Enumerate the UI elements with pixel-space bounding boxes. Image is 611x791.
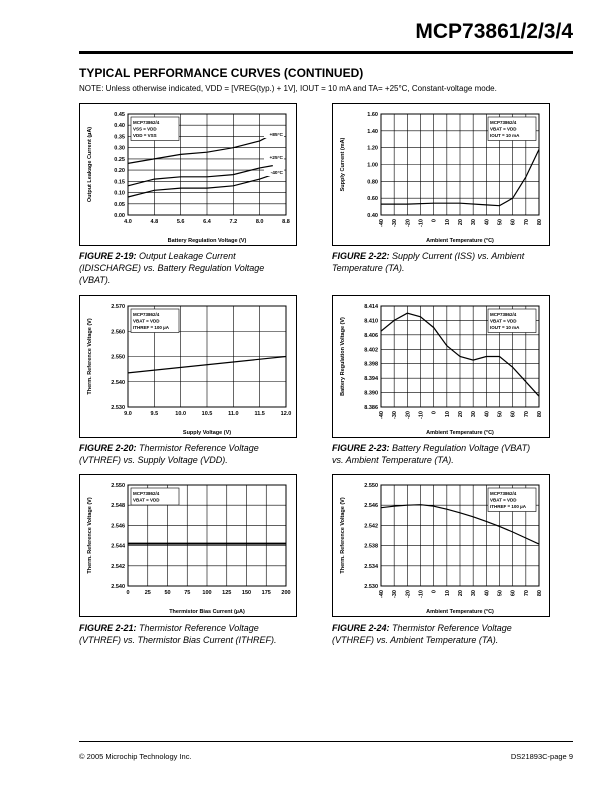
x-tick-label: 50	[164, 590, 171, 596]
x-tick-label: 40	[484, 219, 491, 226]
x-tick-label: 30	[471, 219, 478, 226]
figure-label: FIGURE 2-21:	[79, 623, 137, 633]
x-tick-label: 60	[510, 219, 517, 226]
x-tick-label: -20	[405, 219, 412, 227]
y-tick-label: 0.80	[367, 179, 378, 186]
legend-entry: MCP73862/4	[133, 120, 160, 125]
x-tick-label: -30	[392, 219, 399, 227]
legend-entry: VBAT = VDD	[490, 318, 517, 324]
section-title: TYPICAL PERFORMANCE CURVES (CONTINUED)	[79, 66, 364, 80]
figure-caption	[79, 250, 289, 286]
series-annotation: +25°C	[269, 156, 283, 161]
x-tick-label: 70	[523, 590, 530, 597]
chart-supply-current	[332, 103, 550, 246]
chart-svg	[80, 296, 296, 437]
chart-output-leakage	[79, 103, 297, 246]
y-axis-label: Therm. Reference Voltage (V)	[87, 318, 93, 395]
x-tick-label: -20	[405, 590, 412, 598]
legend-entry: IOUT = 10 mA	[490, 325, 520, 330]
footer-copyright: © 2005 Microchip Technology Inc.	[79, 752, 192, 761]
y-tick-label: 2.542	[111, 563, 125, 570]
chart-vbat-vs-temp	[332, 295, 550, 438]
x-tick-label: 10.0	[175, 411, 187, 417]
chart-svg	[80, 475, 296, 616]
x-tick-label: 4.8	[150, 219, 159, 225]
chart-thref-vs-vdd	[79, 295, 297, 438]
y-tick-label: 2.548	[111, 503, 125, 510]
x-tick-label: 9.5	[150, 411, 159, 417]
x-tick-label: 20	[458, 219, 464, 226]
y-tick-label: 2.550	[111, 354, 125, 361]
x-axis-label: Ambient Temperature (°C)	[426, 238, 494, 244]
x-tick-label: 10	[444, 590, 451, 597]
y-tick-label: 2.530	[111, 405, 125, 411]
legend-entry: MCP73862/4	[490, 120, 517, 125]
figure-label: FIGURE 2-24:	[332, 623, 390, 633]
y-tick-label: 1.60	[367, 112, 378, 118]
conditions-note: NOTE: Unless otherwise indicated, VDD = [VREG(typ.) + 1V], IOUT = 10 mA and TA= +25°C, Constant-voltage mode.	[79, 84, 497, 93]
y-tick-label: 1.20	[367, 145, 378, 152]
header-rule	[79, 51, 573, 54]
legend-entry: MCP73862/4	[133, 312, 160, 317]
x-tick-label: -40	[379, 590, 385, 598]
x-tick-label: 25	[144, 590, 151, 596]
figure-label: FIGURE 2-22:	[332, 251, 390, 261]
y-tick-label: 2.530	[364, 584, 378, 590]
y-tick-label: 1.00	[367, 162, 378, 169]
x-tick-label: 125	[222, 590, 232, 596]
y-axis-label: Therm. Reference Voltage (V)	[87, 497, 93, 574]
y-tick-label: 2.560	[111, 329, 125, 336]
figure-caption-text: Thermistor Reference Voltage (VTHREF) vs. Ambient Temperature (TA).	[332, 623, 512, 645]
x-tick-label: -40	[379, 411, 385, 419]
y-tick-label: 8.414	[364, 304, 378, 310]
x-tick-label: 0	[431, 411, 438, 415]
legend-entry: IOUT = 10 mA	[490, 133, 520, 138]
x-tick-label: 6.4	[203, 219, 211, 225]
x-tick-label: 8.0	[255, 219, 264, 225]
y-tick-label: 2.542	[364, 523, 378, 530]
x-tick-label: -10	[418, 590, 425, 598]
x-axis-label: Supply Voltage (V)	[182, 430, 232, 436]
x-tick-label: 12.0	[280, 411, 292, 417]
series-line	[128, 175, 273, 197]
figure-label: FIGURE 2-23:	[332, 443, 390, 453]
legend-entry: VDD = VSS	[133, 133, 157, 138]
y-tick-label: 8.390	[364, 390, 378, 397]
legend-entry: ITHREF = 100 µA	[490, 504, 526, 509]
figure-caption	[79, 622, 289, 646]
series-annotation: +85°C	[269, 133, 283, 138]
x-tick-label: 80	[537, 411, 543, 418]
x-tick-label: 150	[241, 590, 252, 596]
y-tick-label: 0.15	[114, 179, 125, 186]
y-tick-label: 0.40	[114, 123, 125, 130]
y-tick-label: 2.570	[111, 304, 125, 310]
y-tick-label: 8.386	[364, 405, 378, 411]
x-tick-label: 75	[184, 590, 191, 596]
legend-entry: VBAT = VDD	[490, 126, 517, 132]
x-tick-label: 9.0	[124, 411, 132, 417]
y-tick-label: 8.398	[364, 361, 378, 368]
x-tick-label: 7.2	[229, 219, 238, 225]
footer-rule	[79, 741, 573, 742]
y-tick-label: 8.402	[364, 347, 378, 354]
chart-thref-vs-temp	[332, 474, 550, 617]
legend-entry: VSS = VDD	[133, 126, 157, 132]
y-tick-label: 2.540	[111, 379, 125, 386]
x-tick-label: 80	[537, 590, 543, 597]
x-tick-label: -10	[418, 411, 425, 419]
x-tick-label: 10	[444, 219, 451, 226]
x-tick-label: 70	[523, 411, 530, 418]
y-axis-label: Battery Regulation Voltage (V)	[340, 317, 346, 396]
x-tick-label: 10.5	[201, 411, 213, 417]
legend-entry: MCP73862/4	[490, 491, 517, 496]
legend-entry: ITHREF = 100 µA	[133, 325, 169, 330]
x-tick-label: -30	[392, 590, 399, 598]
x-tick-label: 50	[497, 590, 504, 597]
y-tick-label: 8.406	[364, 332, 378, 339]
x-tick-label: 50	[497, 219, 504, 226]
x-tick-label: 10	[444, 411, 451, 418]
legend-entry: VBAT = VDD	[490, 497, 517, 503]
chart-svg	[333, 475, 549, 616]
x-axis-label: Battery Regulation Voltage (V)	[167, 238, 247, 244]
y-tick-label: 0.60	[367, 196, 378, 203]
legend-entry: MCP73862/4	[133, 491, 160, 496]
x-tick-label: 11.5	[254, 411, 265, 417]
figure-caption	[332, 622, 542, 646]
x-tick-label: 175	[261, 590, 271, 596]
x-tick-label: 60	[510, 411, 517, 418]
figure-caption-text: Output Leakage Current (IDISCHARGE) vs. Battery Regulation Voltage (VBAT).	[79, 251, 265, 285]
figure-caption-text: Thermistor Reference Voltage (VTHREF) vs. Thermistor Bias Current (ITHREF).	[79, 623, 277, 645]
x-tick-label: 30	[471, 590, 478, 597]
y-tick-label: 1.40	[367, 128, 378, 135]
y-axis-label: Supply Current (mA)	[340, 137, 346, 192]
x-tick-label: 50	[497, 411, 504, 418]
y-tick-label: 0.25	[114, 156, 125, 163]
y-tick-label: 8.410	[364, 318, 378, 325]
x-tick-label: 0	[126, 590, 130, 596]
legend-entry: MCP73862/4	[490, 312, 517, 317]
y-tick-label: 0.10	[114, 190, 125, 197]
x-tick-label: -20	[405, 411, 412, 419]
figure-caption	[332, 442, 542, 466]
y-tick-label: 2.550	[364, 483, 378, 489]
y-tick-label: 2.544	[111, 543, 125, 550]
y-tick-label: 0.20	[114, 168, 125, 175]
y-axis-label: Therm. Reference Voltage (V)	[340, 497, 346, 574]
x-tick-label: 60	[510, 590, 517, 597]
y-tick-label: 2.534	[364, 563, 378, 570]
figure-caption-text: Battery Regulation Voltage (VBAT) vs. Ambient Temperature (TA).	[332, 443, 531, 465]
x-tick-label: 40	[484, 411, 491, 418]
figure-label: FIGURE 2-20:	[79, 443, 137, 453]
x-tick-label: 11.0	[228, 411, 239, 417]
series-annotation: -40°C	[270, 171, 283, 176]
figure-caption	[79, 442, 289, 466]
x-tick-label: 4.0	[124, 219, 132, 225]
y-tick-label: 0.30	[114, 145, 125, 152]
y-tick-label: 0.40	[367, 213, 378, 219]
figure-caption-text: Supply Current (ISS) vs. Ambient Temperature (TA).	[332, 251, 525, 273]
x-tick-label: -40	[379, 219, 385, 227]
x-tick-label: 30	[471, 411, 478, 418]
y-axis-label: Output Leakage Current (µA)	[87, 126, 93, 203]
x-tick-label: 20	[458, 411, 464, 418]
figure-caption	[332, 250, 542, 274]
chart-svg	[333, 296, 549, 437]
x-tick-label: 200	[281, 590, 291, 596]
chart-thref-vs-bias	[79, 474, 297, 617]
x-tick-label: 5.6	[176, 219, 185, 225]
x-tick-label: 8.8	[282, 219, 290, 225]
x-tick-label: 0	[431, 219, 438, 223]
chart-svg	[80, 104, 296, 245]
series-line	[128, 166, 273, 186]
figure-caption-text: Thermistor Reference Voltage (VTHREF) vs. Supply Voltage (VDD).	[79, 443, 259, 465]
y-tick-label: 0.45	[114, 112, 125, 118]
document-header-title: MCP73861/2/3/4	[415, 20, 573, 43]
x-tick-label: -30	[392, 411, 399, 419]
x-tick-label: -10	[418, 219, 425, 227]
x-tick-label: 0	[431, 590, 438, 594]
x-tick-label: 80	[537, 219, 543, 226]
y-tick-label: 0.35	[114, 134, 125, 141]
x-axis-label: Ambient Temperature (°C)	[426, 430, 494, 436]
footer-page-number: DS21893C-page 9	[510, 752, 573, 761]
y-tick-label: 0.05	[114, 201, 125, 208]
figure-label: FIGURE 2-19:	[79, 251, 137, 261]
legend-entry: VBAT = VDD	[133, 318, 160, 324]
y-tick-label: 8.394	[364, 376, 378, 383]
x-tick-label: 70	[523, 219, 530, 226]
y-tick-label: 0.00	[114, 213, 125, 219]
x-axis-label: Thermistor Bias Current (µA)	[169, 609, 245, 615]
y-tick-label: 2.540	[111, 584, 125, 590]
x-axis-label: Ambient Temperature (°C)	[426, 609, 494, 615]
x-tick-label: 40	[484, 590, 491, 597]
x-tick-label: 100	[202, 590, 212, 596]
y-tick-label: 2.546	[364, 503, 378, 510]
chart-svg	[333, 104, 549, 245]
legend-entry: VBAT = VDD	[133, 497, 160, 503]
y-tick-label: 2.546	[111, 523, 125, 530]
y-tick-label: 2.550	[111, 483, 125, 489]
x-tick-label: 20	[458, 590, 464, 597]
y-tick-label: 2.538	[364, 543, 378, 550]
